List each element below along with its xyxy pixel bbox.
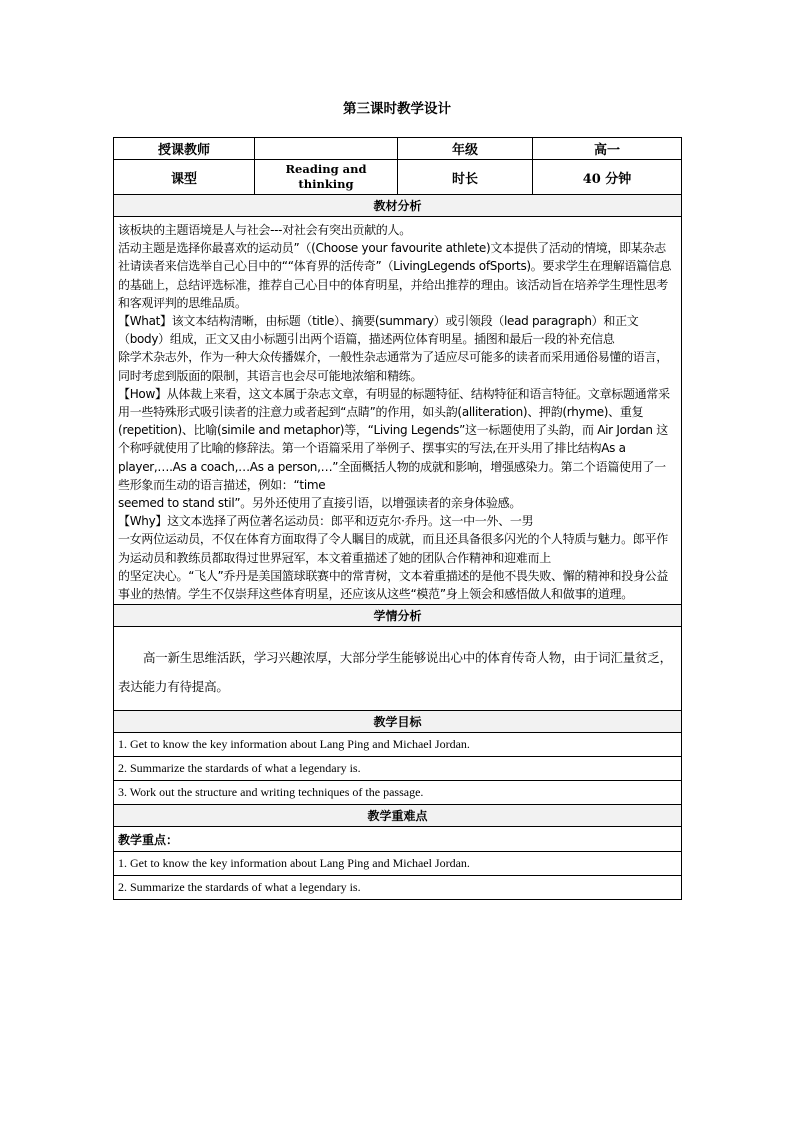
objective-item: 3. Work out the structure and writing techniques of the passage.: [114, 781, 682, 805]
analysis-paragraph: 【What】该文本结构清晰，由标题（title）、摘要(summary）或引领段（lead paragraph）和正文: [118, 314, 639, 329]
learner-analysis-body: [114, 627, 682, 711]
type-value: Reading and thinking: [255, 160, 398, 195]
key-point-item: 1. Get to know the key information about Lang Ping and Michael Jordan.: [114, 852, 682, 876]
learner-analysis-row: [114, 627, 682, 711]
type-label: 课型: [114, 160, 255, 195]
objectives-heading: 教学目标: [114, 711, 682, 733]
analysis-paragraph: 的坚定决心。“飞人”乔丹是美国篮球联赛中的常青树，文本着重描述的是他不畏失败、懈的精神和投身公益事业的热情。学生不仅崇拜这些体育明星，还应该从这些“模范”身上领会和感悟做人和做事的道理。: [118, 568, 669, 602]
textbook-analysis-heading: 教材分析: [114, 195, 682, 217]
learner-analysis-heading: 学情分析: [114, 605, 682, 627]
grade-label: 年级: [398, 138, 533, 160]
duration-value: 40 分钟: [533, 160, 682, 195]
textbook-analysis-body: [114, 217, 682, 605]
objective-item: 1. Get to know the key information about Lang Ping and Michael Jordan.: [114, 733, 682, 757]
key-points-header: [114, 805, 682, 827]
key-point-row: [114, 876, 682, 900]
teacher-label: 授课教师: [114, 138, 255, 160]
analysis-paragraph: 【Why】这文本选择了两位著名运动员：郎平和迈克尔·乔丹。这一中一外、一男: [118, 514, 534, 529]
teacher-value: [255, 138, 398, 160]
objective-row: [114, 781, 682, 805]
key-point-row: [114, 852, 682, 876]
info-row-2: [114, 160, 682, 195]
key-points-heading: 教学重难点: [114, 805, 682, 827]
info-row-1: [114, 138, 682, 160]
lesson-plan-table: [113, 137, 682, 900]
duration-label: 时长: [398, 160, 533, 195]
analysis-paragraph: 一女两位运动员，不仅在体育方面取得了令人瞩目的成就，而且还具备很多闪光的个人特质与魅力。郎平作为运动员和教练员都取得过世界冠军，本文着重描述了她的团队合作精神和迎难而上: [118, 532, 668, 565]
key-points-subheading: 教学重点：: [114, 827, 682, 852]
textbook-analysis-header: [114, 195, 682, 217]
analysis-paragraph: 活动主题是选择你最喜欢的运动员”（(Choose your favourite athlete)文本提供了活动的情境，即某杂志社请读者来信选举自己心目中的““体育界的活传奇”（LivingLegends ofSports)。要求学生在理解语篇信息的基础上，总结评选标准，推荐自己心目中的体育明星，并给出推荐的理由。该活动旨在培养学生理性思考和客观评判的思维品质。: [118, 241, 672, 310]
textbook-analysis-row: [114, 217, 682, 605]
analysis-paragraph: （body）组成，正文又由小标题引出两个语篇，描述两位体育明星。插图和最后一段的补充信息: [118, 332, 615, 347]
grade-value: 高一: [533, 138, 682, 160]
learner-analysis-text: 高一新生思维活跃，学习兴趣浓厚，大部分学生能够说出心中的体育传奇人物，由于词汇量贫乏，表达能力有待提高。: [118, 650, 672, 695]
learner-analysis-header: [114, 605, 682, 627]
page-title: 第三课时教学设计: [343, 101, 451, 117]
key-points-subheading-row: [114, 827, 682, 852]
analysis-paragraph: 【How】从体裁上来看，这文本属于杂志文章，有明显的标题特征、结构特征和语言特征。文章标题通常采用一些特殊形式吸引读者的注意力或者起到“点睛”的作用，如头韵(alliteration)、押韵(rhyme)、重复(repetition)、比喻(simile and metaphor)等，“Living Legends”这一标题使用了头韵，而 Air Jordan 这个称呼就使用了比喻的修辞法。第一个语篇采用了举例子、摆事实的写法,在开头用了排比结构As a player,….As a coach,…As a person,…”全面概括人物的成就和影响，增强感染力。第二个语篇使用了一些形象而生动的语言描述，例如：“time: [118, 386, 670, 492]
analysis-paragraph: seemed to stand stil”。另外还使用了直接引语，以增强读者的亲身体验感。: [118, 496, 522, 511]
analysis-paragraph: 该板块的主题语境是人与社会---对社会有突出贡献的人。: [118, 223, 411, 237]
analysis-paragraph: 除学术杂志外，作为一种大众传播媒介，一般性杂志通常为了适应尽可能多的读者而采用通俗易懂的语言，同时考虑到版面的限制，其语言也会尽可能地浓缩和精练。: [118, 350, 668, 383]
objective-row: [114, 757, 682, 781]
key-point-item: 2. Summarize the stardards of what a legendary is.: [114, 876, 682, 900]
objectives-header: [114, 711, 682, 733]
objective-item: 2. Summarize the stardards of what a legendary is.: [114, 757, 682, 781]
objective-row: [114, 733, 682, 757]
